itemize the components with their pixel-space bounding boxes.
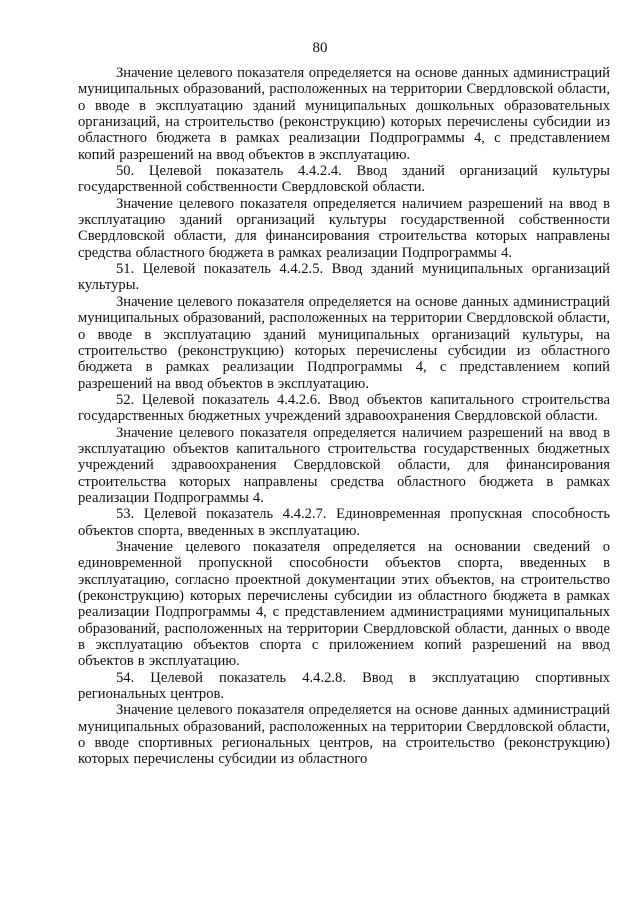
paragraph: Значение целевого показателя определяется наличием разрешений на ввод в эксплуатацию зданий организаций культуры государственной собственности Свердловской области, для финансирования строительства которых направлены средства областного бюджета в рамках реализации Подпрограммы 4. xyxy=(78,195,610,261)
paragraph: 50. Целевой показатель 4.4.2.4. Ввод зданий организаций культуры государственной собственности Свердловской области. xyxy=(78,163,610,196)
paragraph: 52. Целевой показатель 4.4.2.6. Ввод объектов капитального строительства государственных бюджетных учреждений здравоохранения Свердловской области. xyxy=(78,391,610,425)
paragraph: Значение целевого показателя определяется на основе данных администраций муниципальных образований, расположенных на территории Свердловской области, о вводе в эксплуатацию зданий муниципальных организаций культуры, на строительство (реконструкцию) которых перечислены субсидии из областного бюджета в рамках реализации Подпрограммы 4, с представлением копий разрешений на ввод объектов в эксплуатацию. xyxy=(78,293,610,392)
paragraph: 53. Целевой показатель 4.4.2.7. Единовременная пропускная способность объектов спорта, введенных в эксплуатацию. xyxy=(78,506,610,539)
paragraph: Значение целевого показателя определяется на основе данных администраций муниципальных образований, расположенных на территории Свердловской области, о вводе спортивных региональных центров, на строительство (реконструкцию) которых перечислены субсидии из областного xyxy=(78,702,610,768)
paragraph: Значение целевого показателя определяется наличием разрешений на ввод в эксплуатацию объектов капитального строительства государственных бюджетных учреждений здравоохранения Свердловской области, для финансирования строительства которых направлены средства областного бюджета в рамках реализации Подпрограммы 4. xyxy=(78,424,610,506)
paragraph: Значение целевого показателя определяется на основании сведений о единовременной пропускной способности объектов спорта, введенных в эксплуатацию, согласно проектной документации этих объектов, на строительство (реконструкцию) которых перечислены субсидии из областного бюджета в рамках реализации Подпрограммы 4, с представлением администрациями муниципальных образований, расположенных на территории Свердловской области, данных о вводе в эксплуатацию объектов спорта с приложением копий разрешений на ввод объектов в эксплуатацию. xyxy=(78,538,610,670)
paragraph: 54. Целевой показатель 4.4.2.8. Ввод в эксплуатацию спортивных региональных центров. xyxy=(78,669,610,703)
page-number: 80 xyxy=(312,40,328,56)
paragraph: 51. Целевой показатель 4.4.2.5. Ввод зданий муниципальных организаций культуры. xyxy=(78,261,610,294)
paragraph: Значение целевого показателя определяется на основе данных администраций муниципальных образований, расположенных на территории Свердловской области, о вводе в эксплуатацию зданий муниципальных дошкольных образовательных организаций, на строительство (реконструкцию) которых перечислены субсидии из областного бюджета в рамках реализации Подпрограммы 4, с представлением копий разрешений на ввод объектов в эксплуатацию. xyxy=(78,65,610,163)
document-body xyxy=(78,65,610,768)
